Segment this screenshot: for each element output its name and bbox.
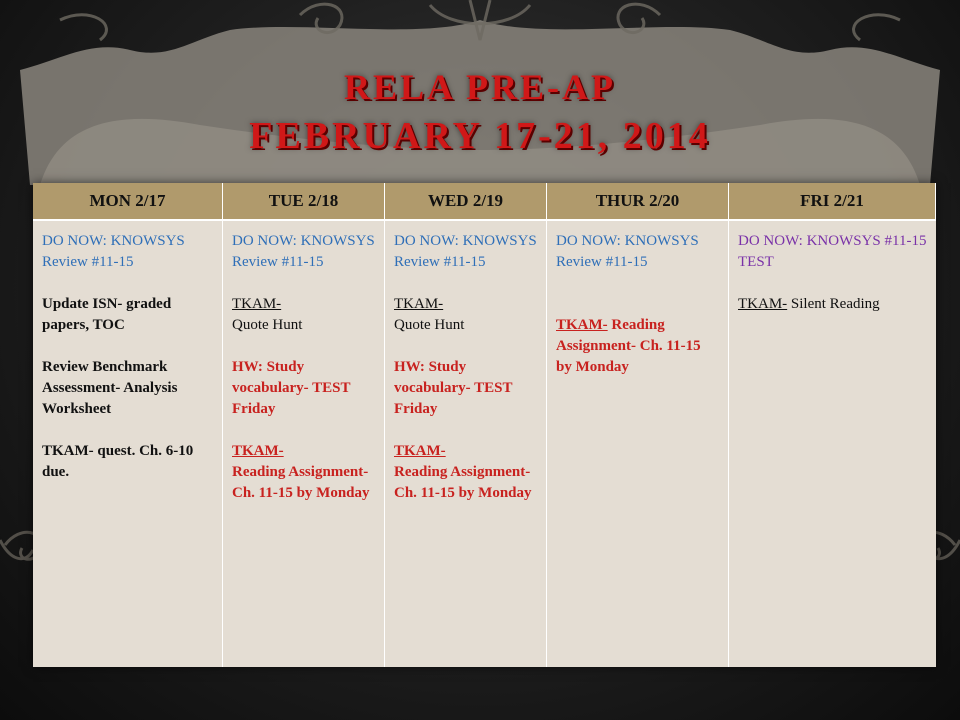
tue-tkam-reading bbox=[232, 441, 376, 504]
wed-reading-assignment: Reading Assignment- Ch. 11-15 by Monday bbox=[394, 464, 532, 501]
header-wed: WED 2/19 bbox=[385, 183, 547, 221]
header-tue: TUE 2/18 bbox=[223, 183, 385, 221]
tue-tkam2-label: TKAM- bbox=[232, 443, 284, 459]
wed-do-now: DO NOW: KNOWSYS Review #11-15 bbox=[394, 233, 537, 270]
tue-homework: HW: Study vocabulary- TEST Friday bbox=[232, 359, 351, 417]
thur-tkam-label: TKAM- bbox=[556, 317, 608, 333]
wed-homework: HW: Study vocabulary- TEST Friday bbox=[394, 359, 513, 417]
fri-silent-reading: Silent Reading bbox=[787, 296, 880, 312]
header-mon: MON 2/17 bbox=[33, 183, 223, 221]
mon-tkam-quest: TKAM- quest. Ch. 6-10 due. bbox=[42, 443, 194, 480]
cell-tue bbox=[223, 221, 385, 667]
weekly-schedule-table bbox=[33, 183, 936, 667]
header-fri: FRI 2/21 bbox=[729, 183, 936, 221]
header-thur: THUR 2/20 bbox=[547, 183, 729, 221]
fri-tkam-label: TKAM- bbox=[738, 296, 788, 312]
tue-quote-hunt: Quote Hunt bbox=[232, 317, 303, 333]
cell-mon bbox=[33, 221, 223, 667]
tue-tkam-quote bbox=[232, 294, 376, 336]
fri-tkam-silent bbox=[738, 294, 928, 315]
mon-review-benchmark: Review Benchmark Assessment- Analysis Worksheet bbox=[42, 359, 178, 417]
title-line-1: RELA PRE-AP bbox=[343, 67, 616, 107]
mon-do-now: DO NOW: KNOWSYS Review #11-15 bbox=[42, 233, 185, 270]
tue-tkam-label: TKAM- bbox=[232, 296, 282, 312]
thur-do-now: DO NOW: KNOWSYS Review #11-15 bbox=[556, 233, 699, 270]
thur-tkam-reading bbox=[556, 315, 720, 378]
wed-quote-hunt: Quote Hunt bbox=[394, 317, 465, 333]
cell-thur bbox=[547, 221, 729, 667]
wed-tkam2-label: TKAM- bbox=[394, 443, 446, 459]
wed-tkam-reading bbox=[394, 441, 538, 504]
cell-wed bbox=[385, 221, 547, 667]
cell-fri bbox=[729, 221, 936, 667]
thur-reading-assignment: Reading Assignment- Ch. 11-15 by Monday bbox=[556, 317, 701, 375]
fri-do-now: DO NOW: KNOWSYS #11-15 TEST bbox=[738, 233, 927, 270]
wed-tkam-label: TKAM- bbox=[394, 296, 444, 312]
tue-reading-assignment: Reading Assignment- Ch. 11-15 by Monday bbox=[232, 464, 370, 501]
mon-update-isn: Update ISN- graded papers, TOC bbox=[42, 296, 172, 333]
tue-do-now: DO NOW: KNOWSYS Review #11-15 bbox=[232, 233, 375, 270]
title-line-2: FEBRUARY 17-21, 2014 bbox=[249, 115, 711, 157]
wed-tkam-quote bbox=[394, 294, 538, 336]
